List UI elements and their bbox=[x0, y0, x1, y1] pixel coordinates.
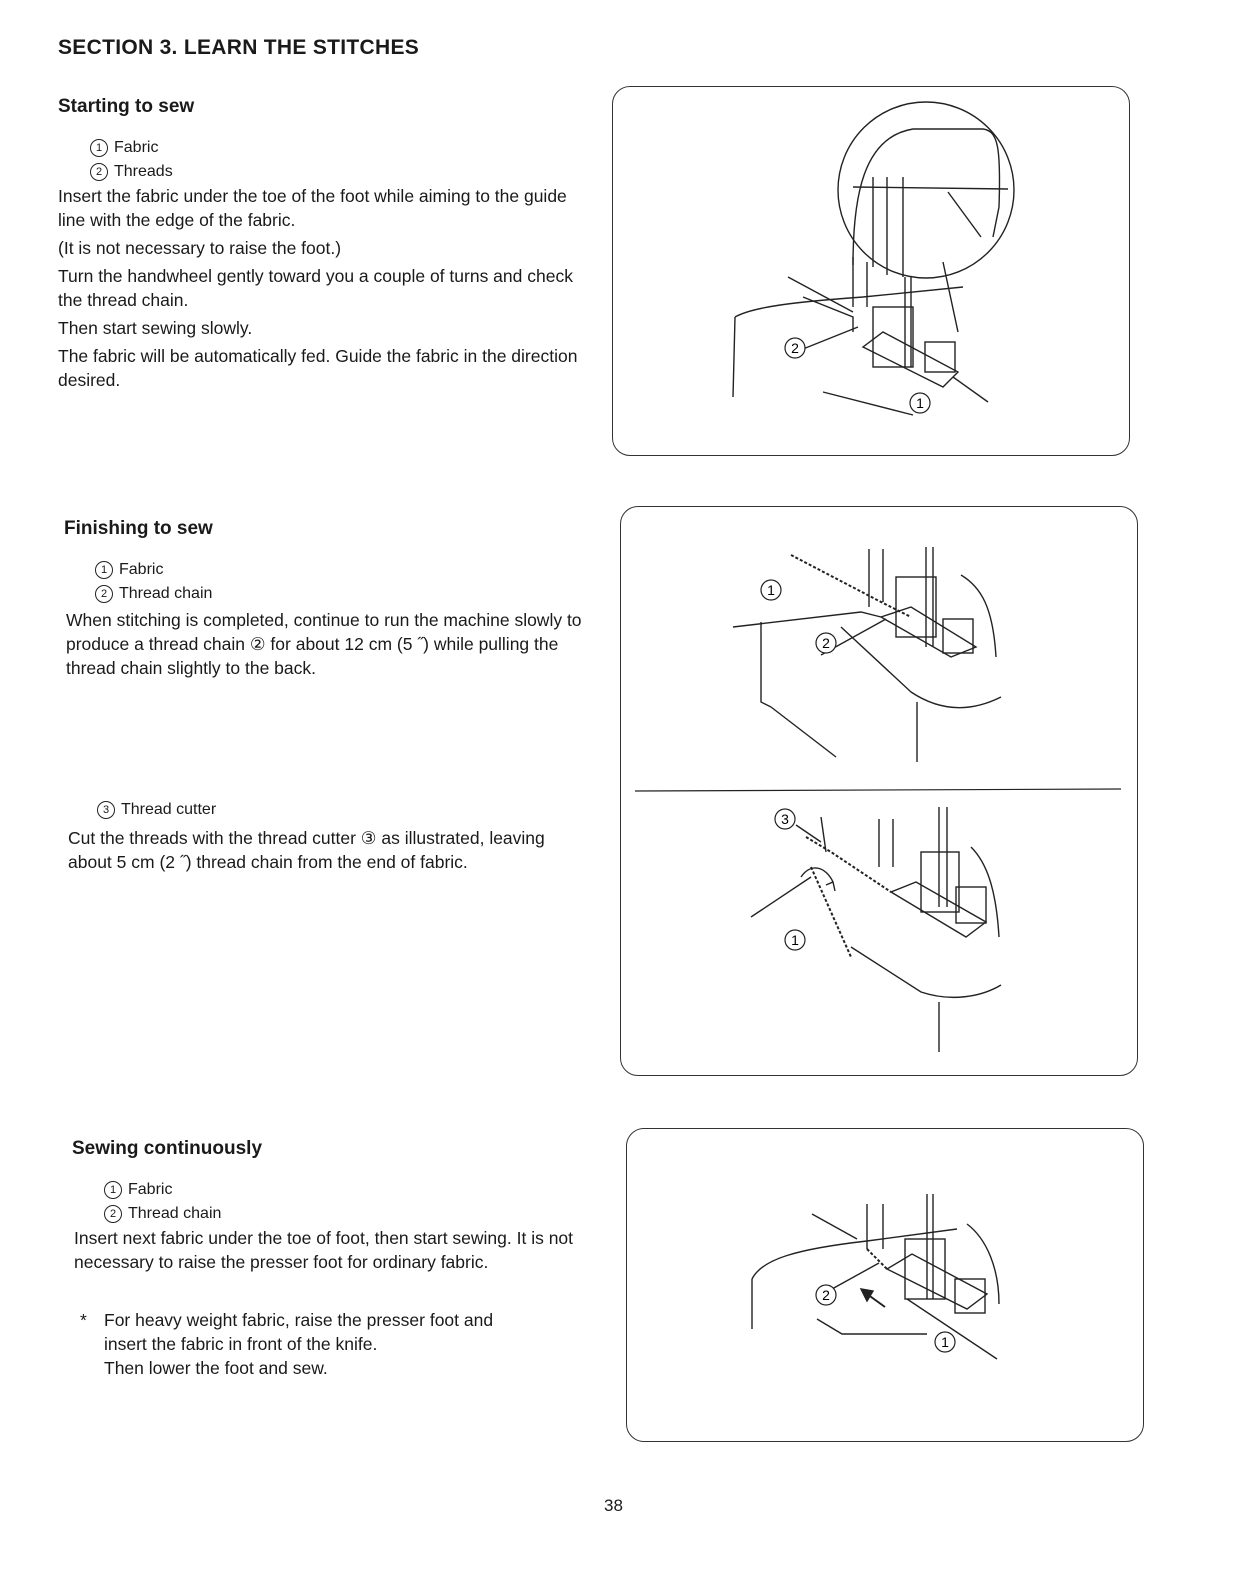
thread-chain-illustration bbox=[621, 507, 1137, 1075]
continuous-sewing-illustration bbox=[627, 1129, 1143, 1441]
callout-number: 3 bbox=[781, 811, 789, 827]
callout-1-marker bbox=[761, 580, 781, 600]
finishing-legend bbox=[95, 558, 212, 606]
paragraph: Cut the threads with the thread cutter ③ as illustrated, leaving about 5 cm (2 ˝) thread chain from the end of fabric. bbox=[68, 828, 545, 872]
continuous-body bbox=[74, 1226, 599, 1278]
legend-item bbox=[90, 160, 173, 184]
continuous-legend bbox=[104, 1178, 221, 1226]
legend-label: Thread cutter bbox=[121, 801, 217, 818]
legend-label: Threads bbox=[114, 163, 173, 180]
finishing-body bbox=[66, 608, 591, 684]
note-body bbox=[104, 1308, 584, 1380]
legend-item bbox=[95, 558, 212, 582]
callout-number: 3 bbox=[97, 801, 115, 819]
callout-3-marker bbox=[775, 809, 795, 829]
callout-number: 1 bbox=[916, 395, 924, 411]
starting-title: Starting to sew bbox=[58, 96, 195, 117]
figure-finishing-panel bbox=[620, 506, 1138, 1076]
callout-2-marker bbox=[785, 338, 805, 358]
callout-number: 1 bbox=[767, 582, 775, 598]
note-line: Then lower the foot and sew. bbox=[104, 1358, 328, 1378]
callout-1-marker bbox=[910, 393, 930, 413]
sewing-machine-illustration bbox=[613, 87, 1129, 455]
legend-label: Fabric bbox=[114, 139, 159, 156]
starting-body bbox=[58, 184, 588, 396]
legend-label: Fabric bbox=[128, 1181, 173, 1198]
paragraph: When stitching is completed, continue to run the machine slowly to produce a thread chain ② for about 12 cm (5 ˝) while pulling the thread chain slightly to the back. bbox=[66, 610, 582, 678]
callout-number: 1 bbox=[90, 139, 108, 157]
callout-number: 2 bbox=[104, 1205, 122, 1223]
paragraph: The fabric will be automatically fed. Guide the fabric in the direction desired. bbox=[58, 346, 578, 390]
page-number: 38 bbox=[604, 1496, 623, 1515]
figure-starting-panel bbox=[612, 86, 1130, 456]
callout-number: 1 bbox=[791, 932, 799, 948]
legend-label: Fabric bbox=[119, 561, 164, 578]
legend-item bbox=[97, 798, 216, 822]
callout-number: 2 bbox=[90, 163, 108, 181]
cutter-legend bbox=[97, 798, 216, 822]
starting-legend bbox=[90, 136, 173, 184]
callout-number: 1 bbox=[95, 561, 113, 579]
callout-1-marker bbox=[935, 1332, 955, 1352]
legend-item bbox=[95, 582, 212, 606]
callout-2-marker bbox=[816, 633, 836, 653]
callout-number: 2 bbox=[95, 585, 113, 603]
callout-number: 2 bbox=[791, 340, 799, 356]
paragraph: Turn the handwheel gently toward you a couple of turns and check the thread chain. bbox=[58, 266, 573, 310]
section-title: SECTION 3. LEARN THE STITCHES bbox=[58, 36, 420, 59]
note-line: For heavy weight fabric, raise the presser foot and bbox=[104, 1310, 494, 1330]
legend-item bbox=[104, 1178, 221, 1202]
note-mark: * bbox=[80, 1310, 87, 1330]
legend-item bbox=[90, 136, 173, 160]
legend-item bbox=[104, 1202, 221, 1226]
callout-number: 2 bbox=[822, 635, 830, 651]
paragraph: Then start sewing slowly. bbox=[58, 318, 253, 338]
callout-2-marker bbox=[816, 1285, 836, 1305]
callout-number: 1 bbox=[941, 1334, 949, 1350]
figure-continuous-panel bbox=[626, 1128, 1144, 1442]
finishing-title: Finishing to sew bbox=[64, 518, 213, 539]
paragraph: (It is not necessary to raise the foot.) bbox=[58, 238, 342, 258]
legend-label: Thread chain bbox=[128, 1205, 222, 1222]
continuous-title: Sewing continuously bbox=[72, 1138, 263, 1159]
callout-number: 1 bbox=[104, 1181, 122, 1199]
legend-label: Thread chain bbox=[119, 585, 213, 602]
callout-number: 2 bbox=[822, 1287, 830, 1303]
cutter-body bbox=[68, 826, 593, 878]
callout-1-marker bbox=[785, 930, 805, 950]
paragraph: Insert next fabric under the toe of foot, then start sewing. It is not necessary to raise the presser foot for ordinary fabric. bbox=[74, 1228, 574, 1272]
note-line: insert the fabric in front of the knife. bbox=[104, 1334, 378, 1354]
paragraph: Insert the fabric under the toe of the foot while aiming to the guide line with the edge of the fabric. bbox=[58, 186, 567, 230]
